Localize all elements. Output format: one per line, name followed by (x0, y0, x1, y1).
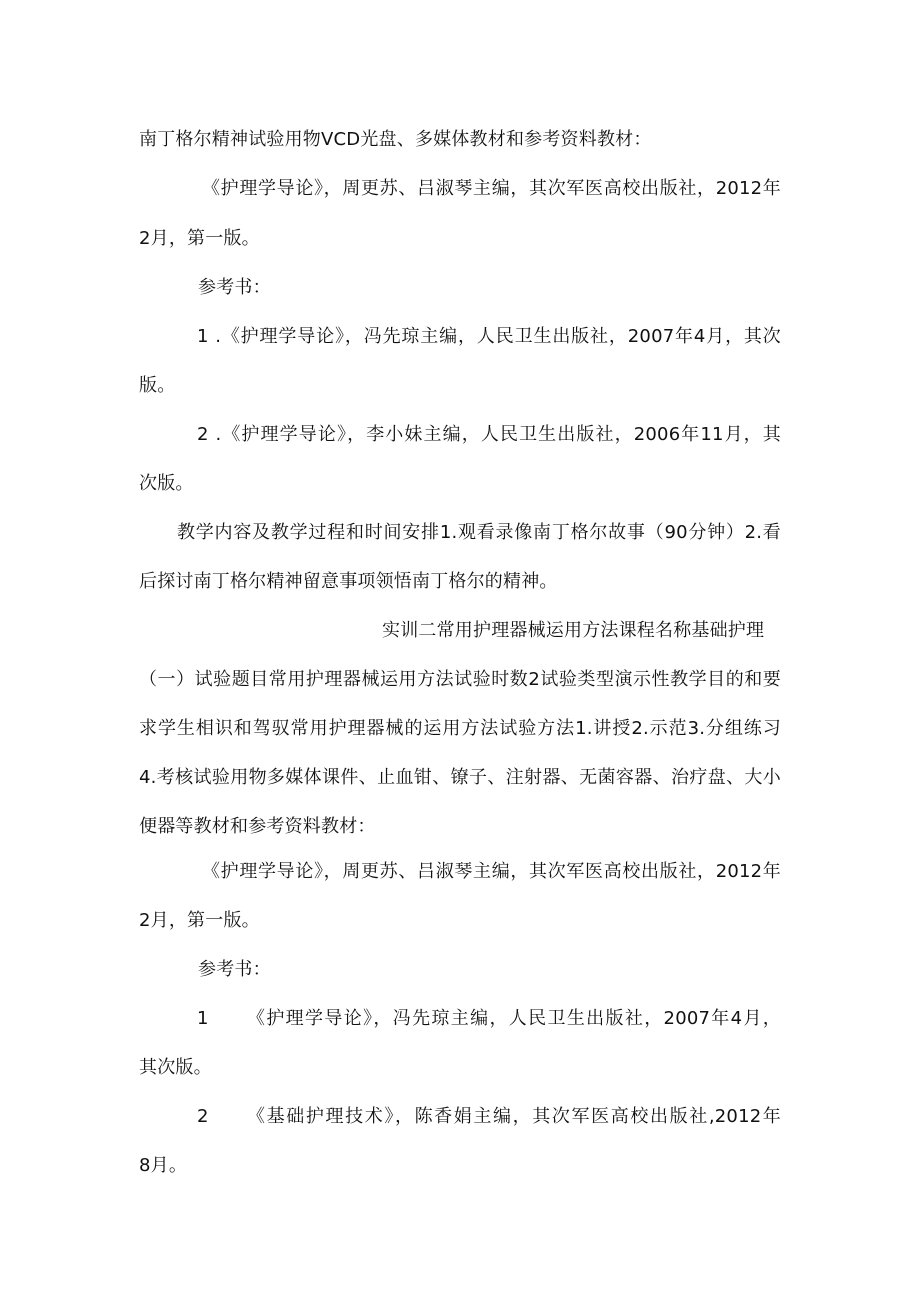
text-line: 2月，第一版。 (139, 910, 260, 931)
text-line: 便器等教材和参考资料教材： (139, 816, 376, 837)
text-line: 版。 (139, 375, 176, 396)
text-line: 《护理学导论》，周更苏、吕淑琴主编，其次军医高校出版社，2012年 (202, 861, 781, 882)
text-line: 《护理学导论》，冯先琼主编，人民卫生出版社，2007年4月， (247, 1008, 781, 1029)
text-line: 求学生相识和驾驭常用护理器械的运用方法试验方法1.讲授2.示范3.分组练习 (139, 718, 781, 739)
text-line: 其次版。 (139, 1057, 212, 1078)
text-line: 参考书： (198, 959, 271, 980)
list-number: 2 (197, 1106, 209, 1127)
text-line: 后探讨南丁格尔精神留意事项领悟南丁格尔的精神。 (139, 571, 558, 592)
text-line: 8月。 (139, 1155, 188, 1176)
text-line: 教学内容及教学过程和时间安排1.观看录像南丁格尔故事（90分钟）2.看 (177, 522, 781, 543)
text-line: 参考书： (198, 277, 271, 298)
text-line: （一）试验题目常用护理器械运用方法试验时数2试验类型演示性教学目的和要 (139, 669, 781, 690)
text-line: 2月，第一版。 (139, 228, 260, 249)
text-line: 实训二常用护理器械运用方法课程名称基础护理 (382, 620, 765, 641)
text-line: 2 .《护理学导论》，李小妹主编，人民卫生出版社，2006年11月，其 (197, 424, 781, 445)
text-line: 4.考核试验用物多媒体课件、止血钳、镣子、注射器、无菌容器、治疗盘、大小 (139, 767, 781, 788)
text-line: 《基础护理技术》，陈香娟主编，其次军医高校出版社,2012年 (247, 1106, 781, 1127)
text-line: 次版。 (139, 473, 194, 494)
list-number: 1 (197, 1008, 209, 1029)
text-line: 《护理学导论》，周更苏、吕淑琴主编，其次军医高校出版社，2012年 (202, 178, 781, 199)
text-line: 南丁格尔精神试验用物VCD光盘、多媒体教材和参考资料教材： (139, 129, 652, 150)
text-line: 1 .《护理学导论》，冯先琼主编，人民卫生出版社，2007年4月，其次 (197, 326, 781, 347)
